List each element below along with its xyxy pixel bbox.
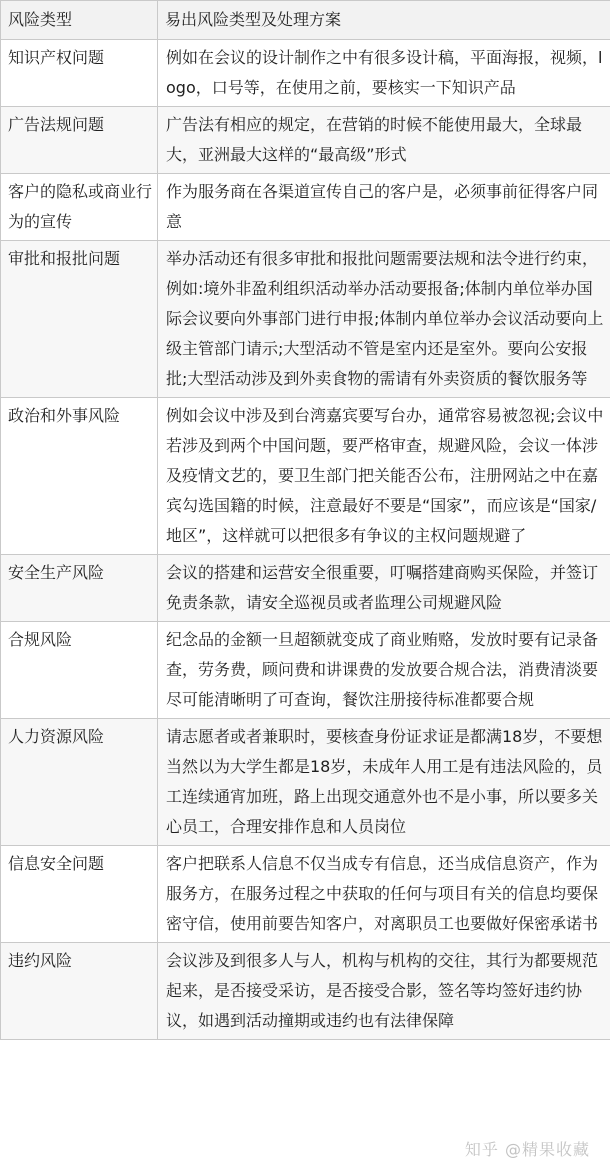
risk-type-cell: 违约风险 [1,943,158,1040]
table-row [1,622,610,719]
table-row [1,846,610,943]
solution-cell: 会议涉及到很多人与人，机构与机构的交往，其行为都要规范起来，是否接受采访，是否接受合影，签名等均签好违约协议，如遇到活动撞期或违约也有法律保障 [158,943,610,1040]
solution-cell: 纪念品的金额一旦超额就变成了商业贿赂，发放时要有记录备查，劳务费，顾问费和讲课费的发放要合规合法，消费清淡要尽可能清晰明了可查询，餐饮注册接待标准都要合规 [158,622,610,719]
table-row [1,174,610,241]
table-row [1,719,610,846]
table-row [1,943,610,1040]
solution-cell: 会议的搭建和运营安全很重要，叮嘱搭建商购买保险，并签订免责条款，请安全巡视员或者监理公司规避风险 [158,555,610,622]
risk-type-cell: 广告法规问题 [1,107,158,174]
watermark: 知乎 @精果收藏 [464,1140,590,1159]
solution-cell: 例如在会议的设计制作之中有很多设计稿，平面海报，视频，logo，口号等，在使用之前，要核实一下知识产品 [158,40,610,107]
table-row [1,241,610,398]
table-row [1,40,610,107]
solution-cell: 举办活动还有很多审批和报批问题需要法规和法令进行约束，例如:境外非盈利组织活动举办活动要报备;体制内单位举办国际会议要向外事部门进行申报;体制内单位举办会议活动要向上级主管部门请示;大型活动不管是室内还是室外。要向公安报批;大型活动涉及到外卖食物的需请有外卖资质的餐饮服务等 [158,241,610,398]
header-risk-type: 风险类型 [1,1,158,40]
risk-type-cell: 客户的隐私或商业行为的宣传 [1,174,158,241]
solution-cell: 广告法有相应的规定，在营销的时候不能使用最大，全球最大，亚洲最大这样的“最高级”形式 [158,107,610,174]
table-row [1,555,610,622]
table-row [1,107,610,174]
solution-cell: 作为服务商在各渠道宣传自己的客户是，必须事前征得客户同意 [158,174,610,241]
risk-type-cell: 知识产权问题 [1,40,158,107]
risk-type-cell: 人力资源风险 [1,719,158,846]
risk-type-cell: 审批和报批问题 [1,241,158,398]
risk-type-cell: 信息安全问题 [1,846,158,943]
risk-type-cell: 合规风险 [1,622,158,719]
table-header-row [1,1,610,40]
solution-cell: 例如会议中涉及到台湾嘉宾要写台办，通常容易被忽视;会议中若涉及到两个中国问题，要严格审查，规避风险，会议一体涉及疫情文艺的，要卫生部门把关能否公布，注册网站之中在嘉宾勾选国籍的时候，注意最好不要是“国家”，而应该是“国家/地区”，这样就可以把很多有争议的主权问题规避了 [158,398,610,555]
risk-type-cell: 安全生产风险 [1,555,158,622]
solution-cell: 请志愿者或者兼职时，要核查身份证求证是都满18岁，不要想当然以为大学生都是18岁，未成年人用工是有违法风险的，员工连续通宵加班，路上出现交通意外也不是小事，所以要多关心员工，合理安排作息和人员岗位 [158,719,610,846]
risk-type-cell: 政治和外事风险 [1,398,158,555]
solution-cell: 客户把联系人信息不仅当成专有信息，还当成信息资产，作为服务方，在服务过程之中获取的任何与项目有关的信息均要保密守信，使用前要告知客户，对离职员工也要做好保密承诺书 [158,846,610,943]
table-row [1,398,610,555]
header-solution: 易出风险类型及处理方案 [158,1,610,40]
